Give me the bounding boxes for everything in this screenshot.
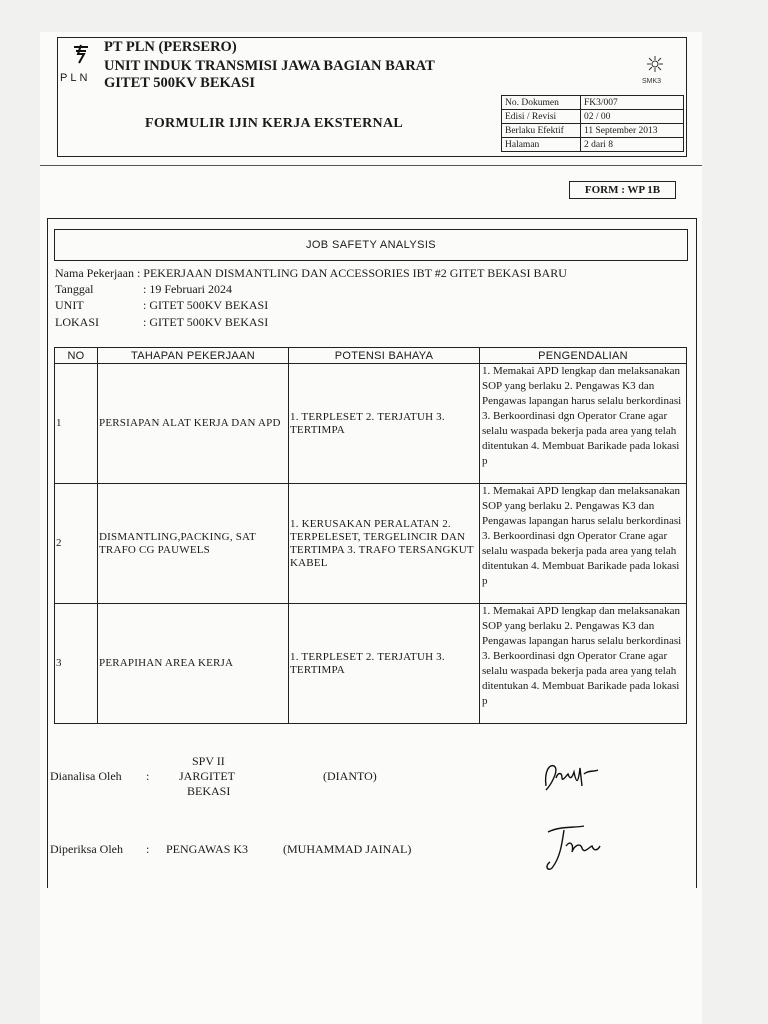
col-header-tahapan: TAHAPAN PEKERJAAN	[98, 348, 289, 364]
analyzed-label: Dianalisa Oleh	[50, 769, 122, 783]
site-name: GITET 500KV BEKASI	[104, 75, 255, 91]
meta-value: 2 dari 8	[581, 138, 684, 152]
document-meta-table	[501, 95, 684, 152]
cell-no: 3	[55, 604, 98, 724]
logo-text: PLN	[60, 72, 91, 84]
signature-dianto-icon	[540, 756, 600, 796]
cell-no: 1	[55, 364, 98, 484]
table-row	[55, 484, 687, 604]
info-job-value: : PEKERJAAN DISMANTLING DAN ACCESSORIES IBT #2 GITET BEKASI BARU	[136, 266, 567, 280]
meta-label: Halaman	[502, 138, 581, 152]
cell-pengendalian: 1. Memakai APD lengkap dan melaksanakan SOP yang berlaku 2. Pengawas K3 dan Pengawas lapangan harus selalu berkordinasi 3. Berkoordinasi dgn Operator Crane agar selalu waspada bekerja pada area yang telah ditentukan 4. Membuat Barikade pada lokasi p	[480, 364, 687, 484]
form-code-badge: FORM : WP 1B	[569, 181, 676, 199]
analyzed-role-line2: JARGITET	[179, 769, 235, 783]
cell-pengendalian: 1. Memakai APD lengkap dan melaksanakan SOP yang berlaku 2. Pengawas K3 dan Pengawas lapangan harus selalu berkordinasi 3. Berkoordinasi dgn Operator Crane agar selalu waspada bekerja pada area yang telah ditentukan 4. Membuat Barikade pada lokasi p	[480, 484, 687, 604]
checked-role: PENGAWAS K3	[166, 842, 249, 856]
info-unit-value: : GITET 500KV BEKASI	[143, 298, 269, 312]
info-location	[55, 315, 268, 330]
pln-lightning-logo-icon	[72, 44, 90, 64]
meta-value: 11 September 2013	[581, 124, 684, 138]
cell-potensi: 1. KERUSAKAN PERALATAN 2. TERPELESET, TERGELINCIR DAN TERTIMPA 3. TRAFO TERSANGKUT KABEL	[289, 484, 480, 604]
analyzed-role-line3: BEKASI	[187, 784, 231, 798]
meta-label: Edisi / Revisi	[502, 110, 581, 124]
cell-tahapan: DISMANTLING,PACKING, SAT TRAFO CG PAUWELS	[98, 484, 289, 604]
cell-potensi: 1. TERPLESET 2. TERJATUH 3. TERTIMPA	[289, 604, 480, 724]
company-name: PT PLN (PERSERO)	[104, 39, 237, 55]
jsa-table	[54, 347, 687, 724]
cell-tahapan: PERAPIHAN AREA KERJA	[98, 604, 289, 724]
meta-value: 02 / 00	[581, 110, 684, 124]
analyzed-name: (DIANTO)	[323, 769, 377, 783]
header-divider	[40, 165, 702, 166]
meta-label: Berlaku Efektif	[502, 124, 581, 138]
analyzed-role-line1: SPV II	[192, 754, 225, 768]
jsa-title: JOB SAFETY ANALYSIS	[54, 229, 688, 261]
info-date-label: Tanggal	[55, 282, 94, 296]
info-location-value: : GITET 500KV BEKASI	[143, 315, 269, 329]
col-header-pengendalian: PENGENDALIAN	[480, 348, 687, 364]
analyzed-colon: :	[146, 769, 150, 783]
meta-row	[502, 124, 684, 138]
meta-value: FK3/007	[581, 96, 684, 110]
cell-no: 2	[55, 484, 98, 604]
meta-row	[502, 110, 684, 124]
smk3-label: SMK3	[642, 78, 662, 85]
cell-pengendalian: 1. Memakai APD lengkap dan melaksanakan SOP yang berlaku 2. Pengawas K3 dan Pengawas lapangan harus selalu berkordinasi 3. Berkoordinasi dgn Operator Crane agar selalu waspada bekerja pada area yang telah ditentukan 4. Membuat Barikade pada lokasi p	[480, 604, 687, 724]
meta-label: No. Dokumen	[502, 96, 581, 110]
info-job-label: Nama Pekerjaan	[55, 266, 134, 280]
signature-jainal-icon	[540, 822, 604, 874]
info-date	[55, 282, 232, 297]
checked-colon: :	[146, 842, 150, 856]
info-unit-label: UNIT	[55, 298, 84, 312]
col-header-no: NO	[55, 348, 98, 364]
unit-name: UNIT INDUK TRANSMISI JAWA BAGIAN BARAT	[104, 58, 435, 74]
smk3-logo-icon	[646, 55, 664, 73]
cell-tahapan: PERSIAPAN ALAT KERJA DAN APD	[98, 364, 289, 484]
col-header-potensi: POTENSI BAHAYA	[289, 348, 480, 364]
info-unit	[55, 298, 268, 313]
meta-row	[502, 138, 684, 152]
table-row	[55, 364, 687, 484]
info-job-name	[55, 266, 567, 281]
checked-label: Diperiksa Oleh	[50, 842, 123, 856]
checked-name: (MUHAMMAD JAINAL)	[283, 842, 412, 856]
info-date-value: : 19 Februari 2024	[143, 282, 232, 296]
info-location-label: LOKASI	[55, 315, 99, 329]
table-row	[55, 604, 687, 724]
table-header-row	[55, 348, 687, 364]
form-title: FORMULIR IJIN KERJA EKSTERNAL	[145, 116, 404, 131]
cell-potensi: 1. TERPLESET 2. TERJATUH 3. TERTIMPA	[289, 364, 480, 484]
meta-row	[502, 96, 684, 110]
